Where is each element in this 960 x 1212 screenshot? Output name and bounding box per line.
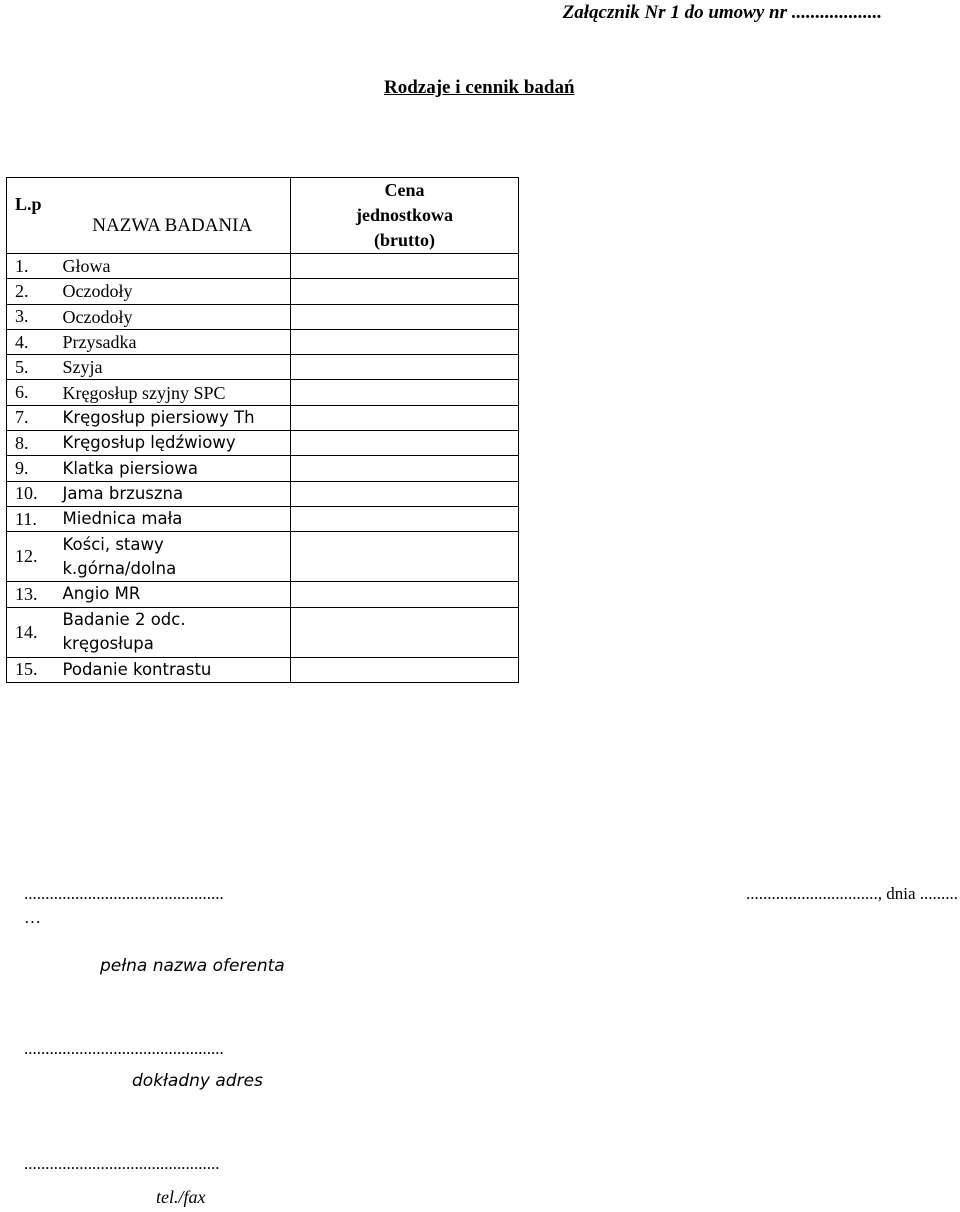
row-number: 14. (7, 607, 55, 657)
row-test-name-line: Badanie 2 odc. (62, 610, 186, 630)
row-test-name: Kręgosłup szyjny SPC (55, 380, 291, 405)
row-number: 4. (7, 329, 55, 354)
row-test-name: Angio MR (55, 582, 291, 607)
row-test-name: Kręgosłup piersiowy Th (55, 405, 291, 430)
row-price-cell[interactable] (291, 355, 519, 380)
row-test-name: Głowa (55, 254, 291, 279)
address-dots: ............................................... (24, 1039, 224, 1058)
table-row (7, 456, 519, 481)
date-line: ..............................., dnia ......... (745, 884, 958, 903)
table-row (7, 329, 519, 354)
row-test-name (55, 607, 291, 657)
header-price-line: jednostkowa (355, 205, 453, 225)
row-price-cell[interactable] (291, 582, 519, 607)
phone-dots: .............................................. (24, 1154, 220, 1173)
oferent-ellipsis: … (24, 908, 41, 927)
row-number: 12. (7, 532, 55, 582)
table-row (7, 607, 519, 657)
row-test-name-line: kręgosłupa (62, 634, 154, 654)
row-number: 15. (7, 657, 55, 682)
row-number: 3. (7, 304, 55, 329)
table-row (7, 532, 519, 582)
row-test-name: Klatka piersiowa (55, 456, 291, 481)
row-number: 6. (7, 380, 55, 405)
table-row (7, 405, 519, 430)
row-price-cell[interactable] (291, 607, 519, 657)
row-price-cell[interactable] (291, 254, 519, 279)
row-number: 11. (7, 506, 55, 531)
address-label: dokładny adres (132, 1071, 263, 1091)
row-price-cell[interactable] (291, 304, 519, 329)
row-price-cell[interactable] (291, 279, 519, 304)
header-price-line: (brutto) (374, 230, 435, 250)
row-price-cell[interactable] (291, 431, 519, 456)
row-test-name: Podanie kontrastu (55, 657, 291, 682)
row-price-cell[interactable] (291, 532, 519, 582)
document-title: Rodzaje i cennik badań (384, 77, 575, 98)
oferent-label: pełna nazwa oferenta (100, 956, 285, 976)
table-row (7, 582, 519, 607)
row-test-name: Przysadka (55, 329, 291, 354)
row-test-name: Oczodoły (55, 279, 291, 304)
row-number: 10. (7, 481, 55, 506)
row-price-cell[interactable] (291, 456, 519, 481)
annex-heading: Załącznik Nr 1 do umowy nr ................... (562, 2, 882, 23)
header-unit-price (291, 178, 519, 254)
table-row (7, 431, 519, 456)
row-test-name: Oczodoły (55, 304, 291, 329)
row-price-cell[interactable] (291, 329, 519, 354)
oferent-dots: ............................................... (24, 884, 224, 903)
table-row (7, 304, 519, 329)
price-table (6, 177, 519, 683)
row-number: 9. (7, 456, 55, 481)
row-test-name-line: Kości, stawy (62, 534, 164, 554)
row-test-name: Kręgosłup lędźwiowy (55, 431, 291, 456)
table-row (7, 254, 519, 279)
row-number: 1. (7, 254, 55, 279)
row-test-name: Miednica mała (55, 506, 291, 531)
table-row (7, 279, 519, 304)
row-price-cell[interactable] (291, 657, 519, 682)
row-test-name: Szyja (55, 355, 291, 380)
row-number: 5. (7, 355, 55, 380)
header-lp: L.p (7, 178, 55, 254)
table-row (7, 506, 519, 531)
row-price-cell[interactable] (291, 380, 519, 405)
row-number: 2. (7, 279, 55, 304)
table-row (7, 481, 519, 506)
row-number: 7. (7, 405, 55, 430)
row-number: 13. (7, 582, 55, 607)
row-test-name: Jama brzuszna (55, 481, 291, 506)
row-test-name-line: k.górna/dolna (62, 558, 177, 578)
phone-label: tel./fax (156, 1187, 206, 1207)
table-row (7, 355, 519, 380)
header-test-name: NAZWA BADANIA (55, 178, 291, 254)
table-row (7, 380, 519, 405)
row-number: 8. (7, 431, 55, 456)
row-test-name (55, 532, 291, 582)
row-price-cell[interactable] (291, 405, 519, 430)
table-header-row (7, 178, 519, 254)
row-price-cell[interactable] (291, 481, 519, 506)
row-price-cell[interactable] (291, 506, 519, 531)
table-row (7, 657, 519, 682)
header-price-line: Cena (384, 180, 425, 200)
